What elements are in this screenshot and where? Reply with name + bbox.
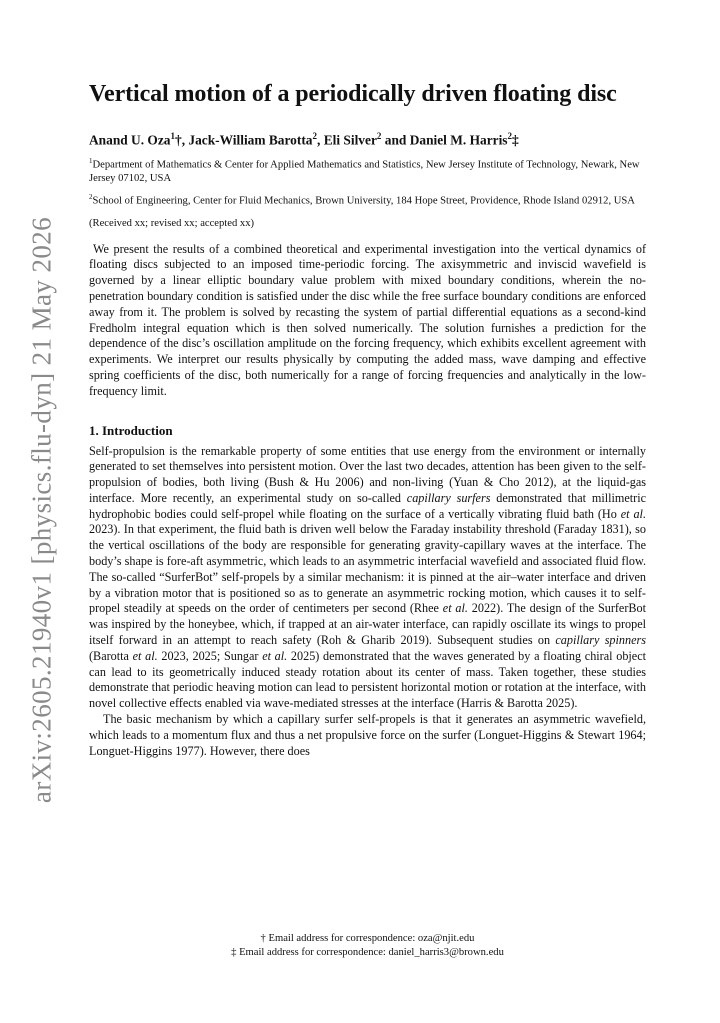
- affiliation-number: 1: [89, 157, 93, 166]
- section-heading: [89, 423, 646, 439]
- italic-text: et al.: [620, 506, 646, 521]
- author-name: Anand U. Oza: [89, 132, 171, 148]
- body-paragraph: [89, 444, 646, 713]
- author-affiliation-marker: 1: [170, 131, 175, 141]
- author-list: [89, 127, 646, 149]
- paper-title: Vertical motion of a periodically driven floating disc: [89, 81, 617, 107]
- text-run: 2023). In that experiment, the fluid bath is driven well below the Faraday instability threshold (Faraday 1831), so the vertical oscillations of the body are responsible for generating gravity-capillary waves at the interface. The body’s shape is fore-aft asymmetric, which leads to an asymmetric interfacial wavefield and associated fluid flow. The so-called “SurferBot” self-propels by a similar mechanism: it is pinned at the air–water interface and driven by a vibration motor that is positioned so as to generate an asymmetric rocking motion, which causes it to self-propel steadily at speeds on the order of centimeters per second (Rhee: [89, 522, 646, 616]
- affiliation-text: Department of Mathematics & Center for Applied Mathematics and Statistics, New Jersey Institute of Technology, Newark, New Jersey 07102, USA: [89, 160, 640, 184]
- author-separator: ,: [181, 132, 189, 148]
- received-line: (Received xx; revised xx; accepted xx): [89, 217, 255, 229]
- arxiv-identifier: arXiv:2605.21940v1 [physics.flu-dyn] 21 May 2026: [26, 216, 57, 804]
- text-run: (Barotta: [89, 648, 133, 663]
- section-body: [89, 444, 646, 760]
- affiliation-text: School of Engineering, Center for Fluid Mechanics, Brown University, 184 Hope Street, Providence, Rhode Island 02912, USA: [92, 195, 635, 207]
- body-paragraph: [89, 712, 646, 759]
- affiliation: [89, 155, 646, 185]
- author-separator: and: [381, 132, 410, 148]
- correspondence-mark: ‡: [512, 132, 519, 148]
- abstract: We present the results of a combined theoretical and experimental investigation into the vertical dynamics of floating discs subjected to an imposed time-periodic forcing. The axisymmetric and inviscid wavefield is governed by a linear elliptic boundary value problem with mixed boundary conditions, wherein the no-penetration boundary condition is satisfied under the disc while the free surface boundary conditions are enforced away from it. The problem is solved by recasting the system of partial differential equations as a second-kind Fredholm integral equation which is then solved numerically. The solution furnishes a prediction for the dependence of the disc’s oscillation amplitude on the forcing frequency, which exhibits excellent agreement with experiments. We interpret our results physically by computing the added mass, wave damping and effective spring coefficients of the disc, both numerically for a range of forcing frequencies and analytically in the low-frequency limit.: [89, 241, 646, 398]
- affiliation: [89, 191, 646, 208]
- italic-text: capillary spinners: [555, 633, 646, 648]
- arxiv-sidebar-stamp: [20, 190, 64, 830]
- text-run: Self-propulsion is the remarkable property of some entities that use energy from the environment or internally generated to set themselves into persistent motion. Over the last two decades, attention has been given to the self-propulsion of bodies, both living (Bush & Hu 2006) and non-living (Yuan & Cho 2012), at the liquid-gas interface. More recently, an experimental study on so-called: [89, 443, 646, 505]
- italic-text: et al.: [132, 648, 158, 663]
- section-title: Introduction: [102, 422, 173, 438]
- footnotes: [89, 932, 646, 960]
- section-number: 1.: [89, 422, 99, 438]
- correspondence-mark: †: [174, 132, 182, 148]
- footnote-mark: †: [260, 933, 266, 944]
- text-run: 2023, 2025; Sungar: [157, 648, 263, 663]
- author-name: Eli Silver: [323, 132, 377, 148]
- author-affiliation-marker: 2: [507, 131, 513, 141]
- text-run: The basic mechanism by which a capillary surfer self-propels is that it generates an asymmetric wavefield, which leads to a momentum flux and thus a net propulsive force on the surfer (Longuet-Higgins & Stewart 1964; Longuet-Higgins 1977). However, there does: [89, 712, 646, 758]
- paper-page: [89, 78, 646, 759]
- author-name: Jack-William Barotta: [188, 132, 313, 148]
- author-affiliation-marker: 2: [376, 131, 382, 141]
- text-run: 2022). The design of the SurferBot was inspired by the honeybee, which, if trapped at an air-water interface, can rapidly oscillate its wings to propel itself forward in an attempt to reach safety (Roh & Gharib 2019). Subsequent studies on: [89, 601, 647, 648]
- affiliation-list: [89, 155, 646, 207]
- footnote-mark: ‡: [231, 947, 237, 958]
- italic-text: et al.: [442, 601, 468, 616]
- footnote: [89, 932, 646, 946]
- author-separator: ,: [317, 132, 324, 148]
- footnote-text: Email address for correspondence: oza@njit.edu: [268, 933, 475, 944]
- italic-text: et al.: [262, 648, 288, 663]
- footnote-text: Email address for correspondence: daniel_harris3@brown.edu: [239, 947, 504, 958]
- footnote: [89, 946, 646, 960]
- text-run: demonstrated that millimetric hydrophobic bodies could self-propel while floating on the surface of a vertically vibrating fluid bath (Ho: [89, 490, 646, 521]
- italic-text: capillary surfers: [406, 490, 491, 505]
- author-name: Daniel M. Harris: [409, 132, 508, 148]
- text-run: 2025) demonstrated that the waves generated by a floating chiral object can lead to its geometrically induced steady rotation about its center of mass. Taken together, these studies demonstrate that periodic heaving motion can lead to persistent horizontal motion or rotation at the interface, with novel collective effects enabled via wave-mediated stresses at the interface (Harris & Barotta 2025).: [89, 648, 647, 711]
- affiliation-number: 2: [89, 193, 93, 201]
- author-affiliation-marker: 2: [312, 131, 317, 141]
